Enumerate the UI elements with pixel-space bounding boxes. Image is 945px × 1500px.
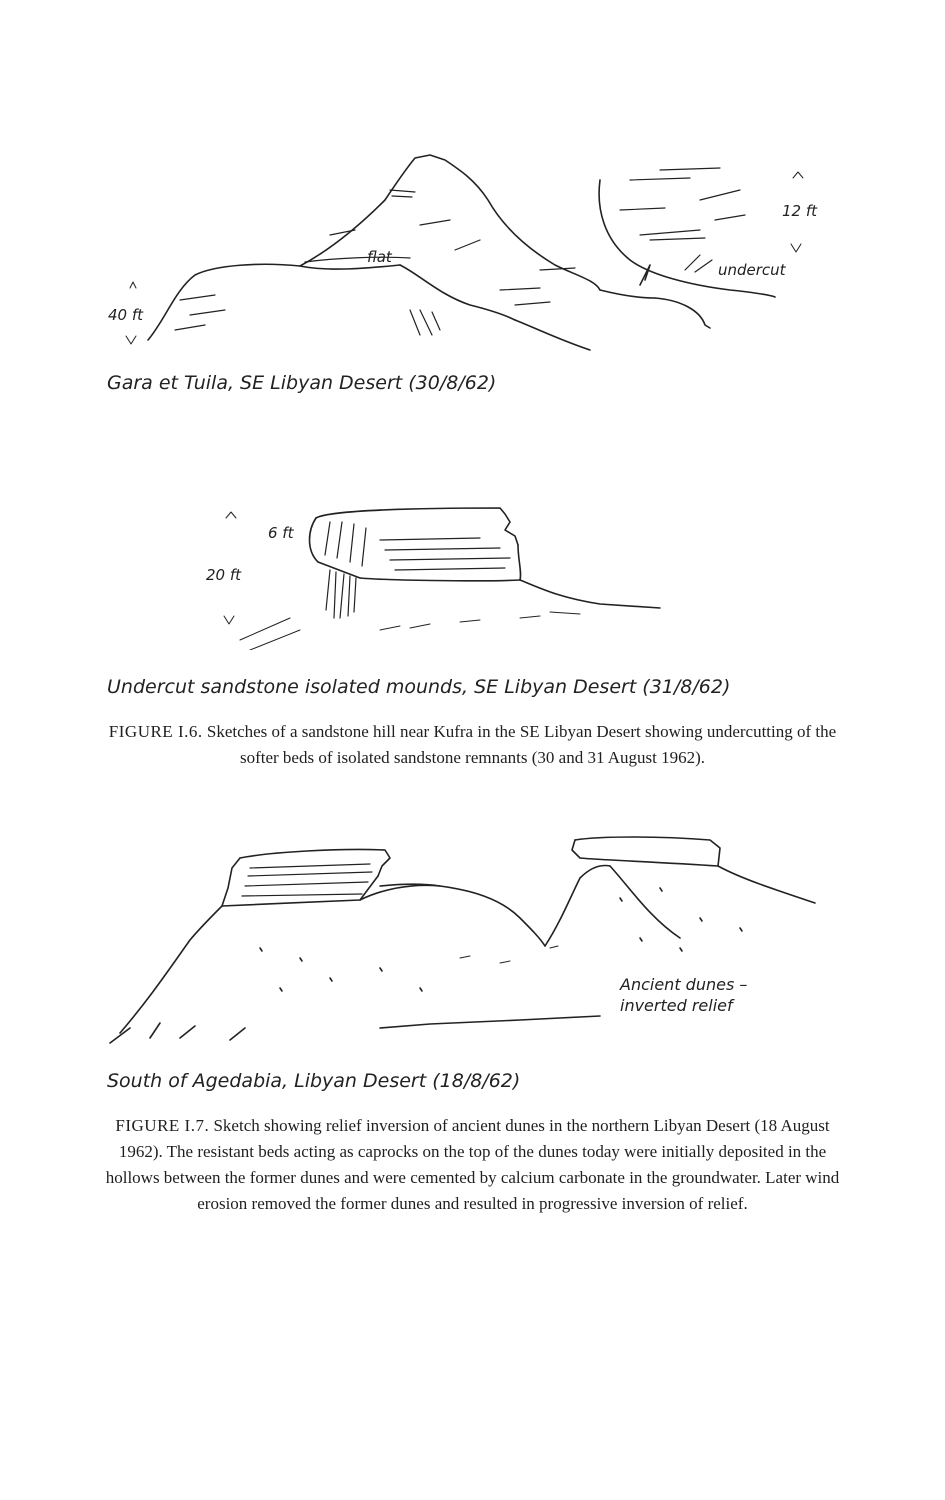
figure-1-6-text: Sketches of a sandstone hill near Kufra in the SE Libyan Desert showing undercutting of the softer beds of isolated sandstone remnants (30 and 31 August 1962).	[206, 722, 837, 767]
annotation-ancient-dunes-line1: Ancient dunes –	[620, 975, 748, 994]
label-20ft: 20 ft	[206, 566, 242, 584]
figure-1-6-caption	[100, 719, 845, 771]
sketch-agedabia	[0, 828, 945, 1058]
sketch-gara-et-tuila-drawing	[0, 140, 945, 370]
label-flat: flat	[367, 248, 392, 266]
sketch-title-undercut-mounds: Undercut sandstone isolated mounds, SE Libyan Desert (31/8/62)	[107, 676, 731, 698]
figure-1-7-caption	[100, 1113, 845, 1217]
sketch-undercut-mounds	[0, 500, 945, 650]
figure-1-7-label: FIGURE I.7.	[115, 1116, 210, 1135]
sketch-title-gara-et-tuila: Gara et Tuila, SE Libyan Desert (30/8/62)	[107, 372, 497, 394]
figure-1-6-label: FIGURE I.6.	[108, 722, 203, 741]
sketch-gara-et-tuila	[0, 140, 945, 370]
annotation-ancient-dunes-line2: inverted relief	[620, 996, 733, 1015]
sketch-agedabia-drawing	[0, 828, 945, 1058]
label-12ft: 12 ft	[782, 202, 818, 220]
label-undercut: undercut	[718, 261, 786, 279]
label-40ft: 40 ft	[108, 306, 144, 324]
sketch-title-agedabia: South of Agedabia, Libyan Desert (18/8/62)	[107, 1070, 521, 1092]
label-6ft: 6 ft	[268, 524, 294, 542]
figure-1-7-text: Sketch showing relief inversion of ancient dunes in the northern Libyan Desert (18 August 1962). The resistant beds acting as caprocks on the top of the dunes today were initially deposited in the hollows between the former dunes and were cemented by calcium carbonate in the groundwater. Later wind erosion removed the former dunes and resulted in progressive inversion of relief.	[105, 1116, 840, 1213]
sketch-undercut-mounds-drawing	[0, 500, 945, 650]
